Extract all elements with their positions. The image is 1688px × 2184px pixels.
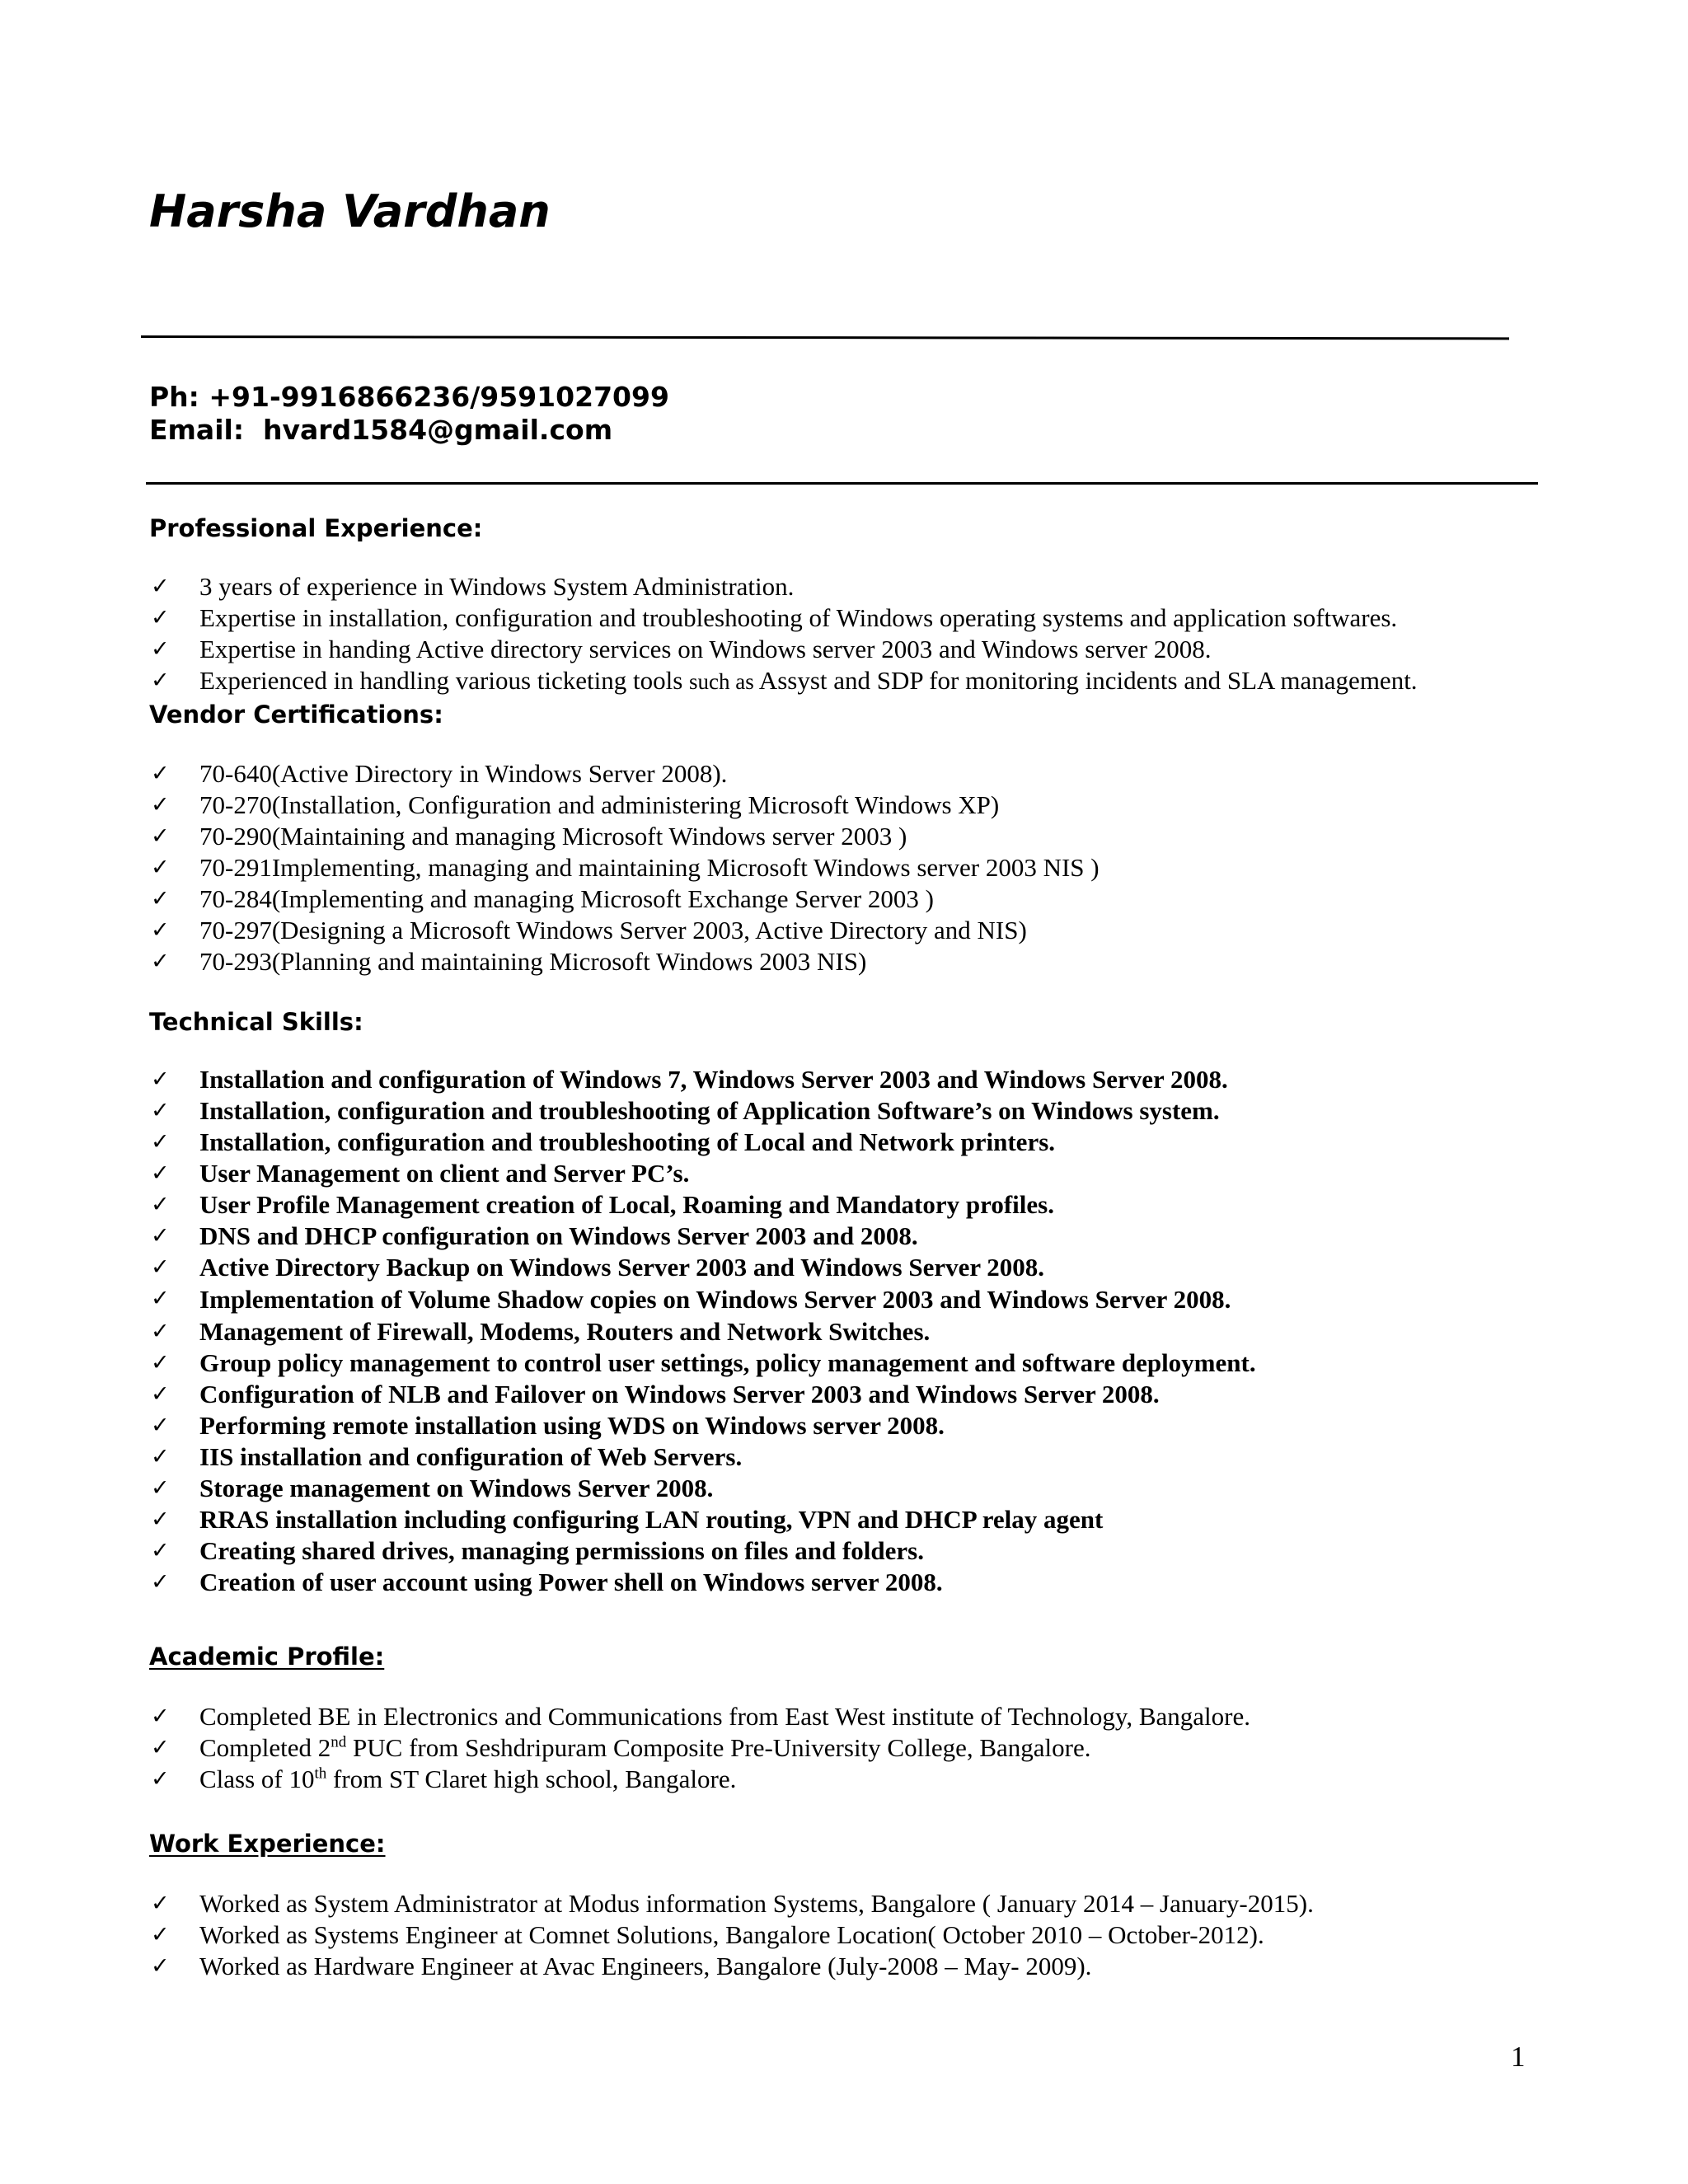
checkmark-icon: ✓ xyxy=(151,1953,170,1979)
list-item-text: Worked as Systems Engineer at Comnet Solutions, Bangalore Location( October 2010 – October-2012). xyxy=(199,1920,1264,1949)
professional-experience-title: Professional Experience: xyxy=(149,514,483,542)
list-item xyxy=(151,1095,1256,1127)
email-line xyxy=(149,414,669,447)
list-item xyxy=(151,821,1100,852)
checkmark-icon: ✓ xyxy=(151,1569,170,1595)
page-number: 1 xyxy=(1511,2041,1526,2073)
list-item-text: 70-293(Planning and maintaining Microsoft Windows 2003 NIS) xyxy=(199,947,867,976)
list-item-text: IIS installation and configuration of Web Servers. xyxy=(199,1442,743,1471)
checkmark-icon: ✓ xyxy=(151,1319,170,1344)
list-item-text: 3 years of experience in Windows System Administration. xyxy=(199,572,795,601)
technical-skills-list xyxy=(151,1064,1256,1598)
list-item-text: 70-640(Active Directory in Windows Server 2008). xyxy=(199,759,728,788)
checkmark-icon: ✓ xyxy=(151,574,170,599)
list-item-text: 70-270(Installation, Configuration and administering Microsoft Windows XP) xyxy=(199,790,1000,819)
checkmark-icon: ✓ xyxy=(151,1922,170,1947)
checkmark-icon: ✓ xyxy=(151,605,170,630)
checkmark-icon: ✓ xyxy=(151,1098,170,1123)
checkmark-icon: ✓ xyxy=(151,1475,170,1501)
checkmark-icon: ✓ xyxy=(151,636,170,662)
list-item xyxy=(151,1473,1256,1504)
list-item xyxy=(151,1567,1256,1598)
list-item-text: Creating shared drives, managing permissions on files and folders. xyxy=(199,1536,924,1565)
list-item xyxy=(151,790,1100,821)
list-item xyxy=(151,1064,1256,1095)
list-item xyxy=(151,883,1100,915)
checkmark-icon: ✓ xyxy=(151,886,170,912)
checkmark-icon: ✓ xyxy=(151,823,170,849)
list-item-text: 70-284(Implementing and managing Microsoft Exchange Server 2003 ) xyxy=(199,884,935,913)
list-item-text: User Management on client and Server PC’s. xyxy=(199,1159,690,1188)
list-item xyxy=(151,1504,1256,1535)
list-item xyxy=(151,1888,1314,1919)
list-item-text: Class of 10 xyxy=(199,1765,315,1793)
list-item xyxy=(151,665,1418,696)
list-item xyxy=(151,1158,1256,1189)
checkmark-icon: ✓ xyxy=(151,1160,170,1186)
checkmark-icon: ✓ xyxy=(151,668,170,693)
list-item-text: DNS and DHCP configuration on Windows Server 2003 and 2008. xyxy=(199,1221,918,1250)
checkmark-icon: ✓ xyxy=(151,1891,170,1916)
list-item xyxy=(151,915,1100,946)
checkmark-icon: ✓ xyxy=(151,1413,170,1438)
email-label: Email: xyxy=(149,414,245,446)
list-item-text: Group policy management to control user settings, policy management and software deployment. xyxy=(199,1348,1256,1377)
list-item xyxy=(151,1127,1256,1158)
list-item xyxy=(151,946,1100,977)
list-item-text: Worked as Hardware Engineer at Avac Engineers, Bangalore (July-2008 – May- 2009). xyxy=(199,1952,1092,1980)
list-item xyxy=(151,1410,1256,1441)
list-item-text: Management of Firewall, Modems, Routers and Network Switches. xyxy=(199,1317,931,1346)
list-item-text: Installation and configuration of Windows 7, Windows Server 2003 and Windows Server 2008. xyxy=(199,1065,1228,1094)
list-item xyxy=(151,1951,1314,1982)
ordinal-suffix: th xyxy=(314,1765,327,1783)
list-item xyxy=(151,1919,1314,1951)
checkmark-icon: ✓ xyxy=(151,855,170,880)
list-item-text: Creation of user account using Power shell on Windows server 2008. xyxy=(199,1568,943,1596)
list-item-text: Completed BE in Electronics and Communications from East West institute of Technology, Bangalore. xyxy=(199,1702,1250,1731)
checkmark-icon: ✓ xyxy=(151,1254,170,1280)
email-address: hvard1584@gmail.com xyxy=(263,414,613,446)
list-item-text-end: Assyst and SDP for monitoring incidents and SLA management. xyxy=(753,666,1418,695)
header-divider-top xyxy=(141,335,1509,340)
list-item xyxy=(151,1764,1250,1795)
checkmark-icon: ✓ xyxy=(151,1444,170,1469)
list-item-text: Expertise in installation, configuration and troubleshooting of Windows operating systems and application softwares. xyxy=(199,603,1398,632)
academic-profile-list xyxy=(151,1701,1250,1795)
checkmark-icon: ✓ xyxy=(151,761,170,786)
checkmark-icon: ✓ xyxy=(151,1066,170,1092)
list-item xyxy=(151,634,1418,665)
checkmark-icon: ✓ xyxy=(151,792,170,818)
header-divider-bottom xyxy=(146,482,1538,485)
list-item-text: Installation, configuration and troubleshooting of Local and Network printers. xyxy=(199,1127,1056,1156)
list-item-text: Expertise in handing Active directory services on Windows server 2003 and Windows server 2008. xyxy=(199,635,1212,663)
list-item-text-end: from ST Claret high school, Bangalore. xyxy=(326,1765,737,1793)
contact-block xyxy=(149,381,669,447)
list-item xyxy=(151,1221,1256,1252)
list-item xyxy=(151,1283,1256,1316)
checkmark-icon: ✓ xyxy=(151,1286,170,1311)
ordinal-suffix: nd xyxy=(331,1733,347,1751)
list-item-text: Configuration of NLB and Failover on Windows Server 2003 and Windows Server 2008. xyxy=(199,1380,1160,1408)
list-item-text: Completed 2 xyxy=(199,1733,331,1762)
checkmark-icon: ✓ xyxy=(151,1766,170,1792)
checkmark-icon: ✓ xyxy=(151,949,170,974)
checkmark-icon: ✓ xyxy=(151,1507,170,1532)
list-item-text: Experienced in handling various ticketing tools xyxy=(199,666,690,695)
vendor-certifications-list xyxy=(151,758,1100,977)
list-item xyxy=(151,1379,1256,1410)
list-item xyxy=(151,1535,1256,1567)
list-item-text-small: such as xyxy=(689,669,754,694)
checkmark-icon: ✓ xyxy=(151,1538,170,1563)
checkmark-icon: ✓ xyxy=(151,1192,170,1217)
checkmark-icon: ✓ xyxy=(151,1381,170,1407)
list-item-text: 70-290(Maintaining and managing Microsoft Windows server 2003 ) xyxy=(199,822,907,851)
list-item xyxy=(151,1347,1256,1379)
technical-skills-title: Technical Skills: xyxy=(149,1008,363,1036)
list-item xyxy=(151,1441,1256,1473)
list-item-text: RRAS installation including configuring LAN routing, VPN and DHCP relay agent xyxy=(199,1505,1104,1534)
checkmark-icon: ✓ xyxy=(151,1129,170,1155)
phone-line: Ph: +91-9916866236/9591027099 xyxy=(149,381,669,413)
work-experience-title: Work Experience: xyxy=(149,1830,386,1858)
checkmark-icon: ✓ xyxy=(151,1704,170,1729)
professional-experience-list xyxy=(151,571,1418,696)
list-item xyxy=(151,852,1100,883)
checkmark-icon: ✓ xyxy=(151,917,170,943)
list-item xyxy=(151,1701,1250,1732)
work-experience-list xyxy=(151,1888,1314,1982)
list-item-text: User Profile Management creation of Local, Roaming and Mandatory profiles. xyxy=(199,1190,1054,1219)
list-item xyxy=(151,1732,1250,1764)
list-item xyxy=(151,1189,1256,1221)
list-item xyxy=(151,758,1100,790)
list-item-text: Implementation of Volume Shadow copies on Windows Server 2003 and Windows Server 2008. xyxy=(199,1285,1231,1314)
list-item xyxy=(151,1252,1256,1283)
checkmark-icon: ✓ xyxy=(151,1350,170,1376)
list-item-text-end: PUC from Seshdripuram Composite Pre-University College, Bangalore. xyxy=(346,1733,1091,1762)
checkmark-icon: ✓ xyxy=(151,1223,170,1249)
list-item-text: Storage management on Windows Server 2008. xyxy=(199,1474,714,1502)
checkmark-icon: ✓ xyxy=(151,1735,170,1760)
list-item-text: Performing remote installation using WDS on Windows server 2008. xyxy=(199,1411,945,1440)
list-item xyxy=(151,571,1418,602)
list-item xyxy=(151,602,1418,634)
list-item-text: 70-297(Designing a Microsoft Windows Server 2003, Active Directory and NIS) xyxy=(199,916,1027,944)
candidate-name: Harsha Vardhan xyxy=(149,185,551,237)
list-item xyxy=(151,1316,1256,1347)
academic-profile-title: Academic Profile: xyxy=(149,1643,385,1671)
list-item-text: Installation, configuration and troubleshooting of Application Software’s on Windows system. xyxy=(199,1096,1220,1125)
list-item-text: Active Directory Backup on Windows Server 2003 and Windows Server 2008. xyxy=(199,1253,1045,1282)
list-item-text: 70-291Implementing, managing and maintaining Microsoft Windows server 2003 NIS ) xyxy=(199,853,1100,882)
vendor-certifications-title: Vendor Certifications: xyxy=(149,701,443,729)
list-item-text: Worked as System Administrator at Modus information Systems, Bangalore ( January 2014 – January-2015). xyxy=(199,1889,1314,1918)
